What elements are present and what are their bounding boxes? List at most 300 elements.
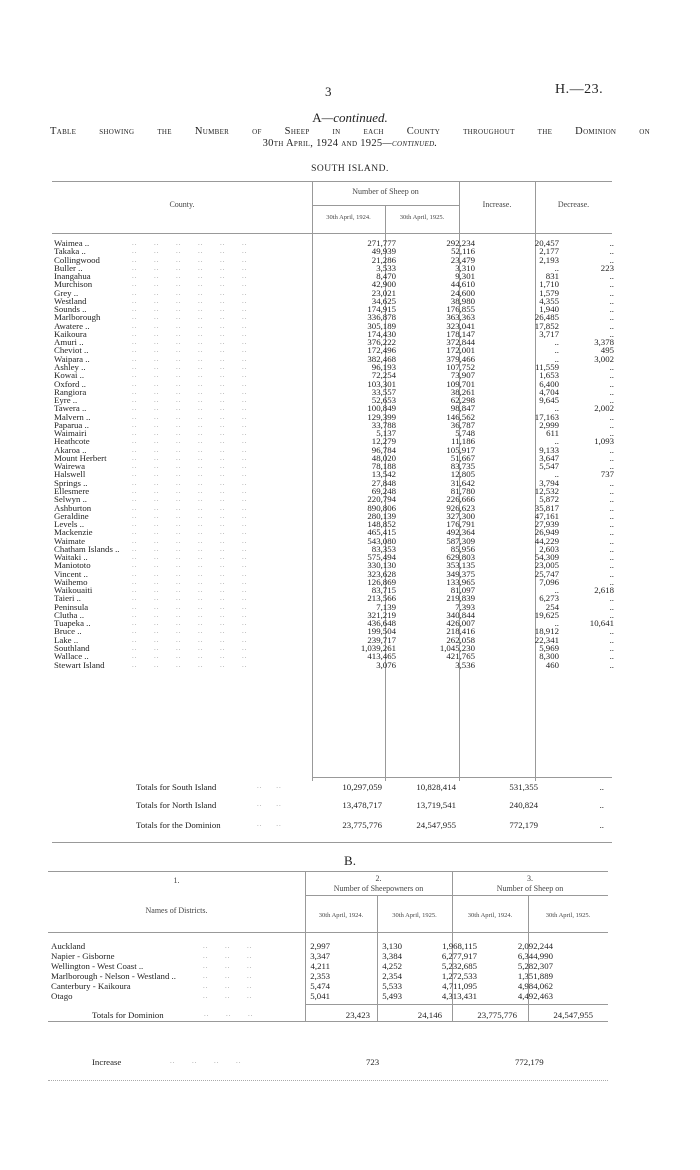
leader-dots: .. .. .. .. .. ..: [132, 553, 248, 562]
sheep-1924: 4,711,095: [442, 981, 477, 991]
table-row: [54, 537, 614, 545]
table-row: [54, 322, 614, 330]
county-name: Waimea ..: [54, 238, 90, 248]
decrease-value: 3,378: [594, 337, 614, 348]
sheep-1924: 49,939: [371, 246, 396, 257]
decrease-value: ..: [609, 378, 614, 389]
county-name: Geraldine: [54, 510, 89, 521]
county-name: Wallace ..: [54, 651, 89, 662]
increase-value: 47,161: [534, 510, 559, 521]
sheep-1924: 52,653: [371, 395, 396, 406]
table-row: [54, 256, 614, 264]
sheep-1925: 926,623: [446, 502, 475, 513]
decrease-value: ..: [609, 643, 614, 654]
decrease-value: ..: [609, 560, 614, 571]
sheep-1924: 48,020: [371, 452, 396, 463]
section-b-heading: B.: [344, 853, 356, 868]
owners-1925: 5,533: [382, 981, 402, 991]
increase-value: ..: [554, 337, 559, 348]
sheep-1924: 323,628: [367, 568, 396, 579]
sheep-1924: 239,717: [367, 634, 396, 645]
increase-value: ..: [554, 585, 559, 596]
table-b-increase-rule: [48, 1080, 608, 1081]
county-name: Southland: [54, 643, 90, 654]
decrease-value: ..: [609, 626, 614, 637]
sheep-1924: 271,777: [367, 238, 396, 248]
county-name: Awatere ..: [54, 320, 90, 331]
table-row: [54, 553, 614, 561]
table-row: [54, 330, 614, 338]
decrease-value: ..: [609, 428, 614, 439]
leader-dots: .. .. ..: [203, 972, 253, 980]
decrease-value: ..: [609, 593, 614, 604]
county-name: Kowai ..: [54, 370, 85, 381]
leader-dots: .. .. ..: [203, 992, 253, 1000]
totals-label: Totals for North Island: [136, 800, 217, 810]
totals-decrease: ..: [599, 820, 604, 830]
increase-value: 27,939: [534, 519, 559, 530]
leader-dots: .. .. .. .. .. ..: [132, 404, 248, 413]
sheep-1925: 11,186: [451, 436, 475, 447]
table-b-col2-label: Number of Sheepowners on: [333, 884, 424, 893]
decrease-value: ..: [609, 452, 614, 463]
leader-dots: .. .. .. .. .. ..: [132, 561, 248, 570]
table-b-col3-label: Number of Sheep on: [496, 884, 564, 893]
leader-dots: .. .. .. .. .. ..: [132, 635, 248, 644]
sheep-1925: 1,351,889: [517, 971, 553, 981]
table-row: [51, 961, 611, 971]
district-name: Marlborough - Nelson - Westland ..: [51, 971, 176, 981]
decrease-value: ..: [609, 419, 614, 430]
county-name: Waitaki ..: [54, 552, 88, 563]
table-b-total-label: Totals for Dominion: [92, 1010, 164, 1020]
sheep-1925: 109,701: [446, 378, 475, 389]
totals-decrease: ..: [599, 800, 604, 810]
county-name: Waihemo: [54, 576, 88, 587]
sheep-1924: 1,272,533: [441, 971, 477, 981]
totals-decrease: ..: [599, 782, 604, 792]
increase-value: 3,794: [539, 477, 559, 488]
increase-value: ..: [554, 436, 559, 447]
totals-increase: 772,179: [509, 820, 538, 830]
sheep-1925: 5,282,307: [517, 961, 553, 971]
totals-1925: 13,719,541: [416, 800, 456, 810]
table-b-header-rule: [48, 932, 608, 933]
decrease-value: ..: [609, 328, 614, 339]
sheep-1925: 24,600: [450, 287, 475, 298]
leader-dots: .. .. .. .. .. ..: [132, 255, 248, 264]
county-name: Collingwood: [54, 254, 100, 265]
county-name: Wairewa: [54, 461, 86, 472]
county-name: Halswell: [54, 469, 86, 480]
leader-dots: .. .. .. .. .. ..: [132, 470, 248, 479]
sheep-1924: 12,279: [371, 436, 396, 447]
increase-value: 8,300: [539, 651, 559, 662]
sheep-1925: 98,847: [450, 403, 475, 414]
sheep-1925: 23,479: [450, 254, 475, 265]
leader-dots: .. .. .. .. .. ..: [132, 288, 248, 297]
sheep-1924: 413,465: [367, 651, 396, 662]
sheep-1925: 372,844: [446, 337, 475, 348]
sheep-1924: 103,301: [367, 378, 396, 389]
sheep-1924: 148,852: [367, 519, 396, 530]
table-row: [54, 636, 614, 644]
table-b-total-sheep-1925: 24,547,955: [553, 1010, 593, 1020]
table-row: [54, 272, 614, 280]
increase-value: 19,625: [534, 609, 559, 620]
increase-value: 6,400: [539, 378, 559, 389]
increase-value: 254: [545, 601, 559, 612]
increase-value: ..: [554, 345, 559, 356]
leader-dots: .. .. .. .. .. ..: [132, 503, 248, 512]
increase-dots: .. .. .. ..: [170, 1057, 242, 1065]
leader-dots: .. .. ..: [203, 942, 253, 950]
sheep-1924: 3,076: [376, 659, 396, 670]
county-name: Peninsula: [54, 601, 89, 612]
leader-dots: .. .. .. .. .. ..: [132, 511, 248, 520]
sheep-1925: 176,855: [446, 304, 475, 315]
county-name: Buller ..: [54, 262, 83, 273]
sheep-1924: 199,504: [367, 626, 396, 637]
table-b-col1-number: 1.: [173, 876, 180, 885]
totals-1924: 23,775,776: [342, 820, 382, 830]
decrease-value: 223: [600, 262, 614, 273]
leader-dots: .. .. .. .. .. ..: [132, 412, 248, 421]
leader-dots: .. .. .. .. .. ..: [132, 462, 248, 471]
county-name: Paparua ..: [54, 419, 89, 430]
totals-1924: 13,478,717: [342, 800, 382, 810]
increase-value: 4,355: [539, 295, 559, 306]
decrease-value: ..: [609, 386, 614, 397]
decrease-value: ..: [609, 312, 614, 323]
decrease-value: ..: [609, 279, 614, 290]
owners-1924: 2,353: [310, 971, 330, 981]
sheep-1925: 426,007: [446, 618, 475, 629]
sheep-1925: 327,300: [446, 510, 475, 521]
owners-1924: 4,211: [310, 961, 330, 971]
table-b-total-sheep-1924: 23,775,776: [477, 1010, 517, 1020]
table-row: [54, 239, 614, 247]
table-row: [54, 247, 614, 255]
increase-value: 26,949: [534, 527, 559, 538]
increase-value: 3,717: [539, 328, 559, 339]
increase-value: 9,645: [539, 395, 559, 406]
sheep-1925: 292,234: [446, 238, 475, 248]
sheep-1925: 5,748: [455, 428, 475, 439]
county-name: Waimate: [54, 535, 86, 546]
decrease-value: ..: [609, 576, 614, 587]
table-b-total-owners-1924: 23,423: [345, 1010, 370, 1020]
table-row: [54, 520, 614, 528]
table-subtitle: SOUTH ISLAND.: [311, 164, 389, 174]
county-name: Kaikoura: [54, 328, 87, 339]
decrease-value: ..: [609, 304, 614, 315]
sheep-1924: 1,039,261: [360, 643, 396, 654]
decrease-value: 1,093: [594, 436, 614, 447]
table-row: [54, 644, 614, 652]
leader-dots: .. .. ..: [203, 952, 253, 960]
leader-dots: .. .. .. .. .. ..: [132, 338, 248, 347]
leader-dots: .. ..: [257, 800, 282, 808]
decrease-value: ..: [609, 271, 614, 282]
table-row: [54, 611, 614, 619]
sheep-1924: 280,139: [367, 510, 396, 521]
increase-value: 26,485: [534, 312, 559, 323]
decrease-value: ..: [609, 659, 614, 670]
table-b-total-dots: .. .. ..: [204, 1010, 254, 1018]
table-row: [54, 280, 614, 288]
sheep-1925: 323,041: [446, 320, 475, 331]
leader-dots: .. .. .. .. .. ..: [132, 420, 248, 429]
increase-value: 9,133: [539, 444, 559, 455]
sheep-1924: 321,219: [367, 609, 396, 620]
decrease-value: 10,641: [589, 618, 614, 629]
decrease-value: ..: [609, 295, 614, 306]
section-a-heading: [0, 110, 700, 126]
leader-dots: .. .. .. .. .. ..: [132, 437, 248, 446]
county-name: Waikouaiti: [54, 585, 93, 596]
leader-dots: .. .. .. .. .. ..: [132, 586, 248, 595]
county-name: Rangiora: [54, 386, 87, 397]
table-b-col1-label: Names of Districts.: [145, 906, 208, 915]
increase-value: 1,940: [539, 304, 559, 315]
county-name: Ashley ..: [54, 361, 86, 372]
county-name: Springs ..: [54, 477, 88, 488]
county-name: Oxford ..: [54, 378, 87, 389]
sheep-1925: 105,917: [446, 444, 475, 455]
table-row: [54, 429, 614, 437]
leader-dots: .. .. ..: [203, 962, 253, 970]
leader-dots: .. .. .. .. .. ..: [132, 569, 248, 578]
sheep-1924: 33,557: [371, 386, 396, 397]
sheep-1924: 174,915: [367, 304, 396, 315]
increase-value: 3,647: [539, 452, 559, 463]
county-name: Waipara ..: [54, 353, 90, 364]
sheep-1925: 9,301: [455, 271, 475, 282]
sheep-1925: 62,298: [450, 395, 475, 406]
increase-value: ..: [554, 353, 559, 364]
decrease-value: ..: [609, 494, 614, 505]
leader-dots: .. .. .. .. .. ..: [132, 627, 248, 636]
leader-dots: .. .. .. .. .. ..: [132, 486, 248, 495]
county-name: Ashburton: [54, 502, 92, 513]
county-name: Levels ..: [54, 519, 85, 530]
leader-dots: .. .. .. .. .. ..: [132, 272, 248, 281]
county-name: Mount Herbert: [54, 452, 107, 463]
decrease-value: ..: [609, 411, 614, 422]
decrease-value: ..: [609, 634, 614, 645]
decrease-value: ..: [609, 651, 614, 662]
increase-value: 4,704: [539, 386, 559, 397]
table-row: [54, 396, 614, 404]
sheep-1925: 587,309: [446, 535, 475, 546]
table-row: [54, 264, 614, 272]
owners-1925: 3,384: [382, 951, 402, 961]
increase-value: 5,872: [539, 494, 559, 505]
increase-value: 44,229: [534, 535, 559, 546]
leader-dots: .. .. .. .. .. ..: [132, 305, 248, 314]
increase-value: 23,005: [534, 560, 559, 571]
leader-dots: .. .. .. .. .. ..: [132, 594, 248, 603]
sheep-1925: 6,344,990: [517, 951, 553, 961]
sheep-1924: 69,248: [371, 485, 396, 496]
leader-dots: .. .. .. .. .. ..: [132, 520, 248, 529]
sheep-1924: 213,566: [367, 593, 396, 604]
sheep-1924: 129,399: [367, 411, 396, 422]
col-1925-header: 30th April, 1925.: [399, 214, 445, 221]
sheep-1924: 100,849: [367, 403, 396, 414]
leader-dots: .. .. .. .. .. ..: [132, 329, 248, 338]
sheep-1925: 52,116: [451, 246, 475, 257]
document-reference: H.—23.: [555, 82, 604, 97]
table-a-header-rule: [52, 233, 612, 234]
sheep-1924: 126,869: [367, 576, 396, 587]
totals-label: Totals for South Island: [136, 782, 217, 792]
decrease-value: 2,618: [594, 585, 614, 596]
leader-dots: .. ..: [257, 782, 282, 790]
table-row: [54, 437, 614, 445]
sheep-1924: 174,430: [367, 328, 396, 339]
table-b-sheep-1924-header: 30th April, 1924.: [467, 912, 513, 919]
county-name: Clutha ..: [54, 609, 85, 620]
table-row: [54, 545, 614, 553]
increase-value: 35,817: [534, 502, 559, 513]
sheep-1925: 629,803: [446, 552, 475, 563]
totals-1925: 24,547,955: [416, 820, 456, 830]
sheep-1925: 83,735: [450, 461, 475, 472]
table-row: [54, 561, 614, 569]
table-row: [54, 570, 614, 578]
district-name: Auckland: [51, 941, 86, 951]
totals-label: Totals for the Dominion: [136, 820, 221, 830]
totals-1925: 10,828,414: [416, 782, 456, 792]
sheep-1924: 7,139: [376, 601, 396, 612]
sheep-1925: 218,416: [446, 626, 475, 637]
county-name: Tuapeka ..: [54, 618, 91, 629]
leader-dots: .. .. .. .. .. ..: [132, 445, 248, 454]
sheep-1925: 178,147: [446, 328, 475, 339]
table-row: [54, 578, 614, 586]
decrease-value: ..: [609, 395, 614, 406]
table-row: [54, 479, 614, 487]
county-name: Amuri ..: [54, 337, 84, 348]
leader-dots: .. .. .. .. .. ..: [132, 544, 248, 553]
sheep-1924: 27,848: [371, 477, 396, 488]
county-name: Heathcote: [54, 436, 90, 447]
increase-value: 11,559: [535, 361, 559, 372]
table-b-total-owners-1925: 24,146: [417, 1010, 442, 1020]
decrease-value: ..: [609, 502, 614, 513]
totals-increase: 531,355: [509, 782, 538, 792]
table-title-line2: 30th April, 1924 and 1925: [262, 138, 383, 149]
increase-value: 7,096: [539, 576, 559, 587]
table-title-continued: —continued.: [382, 138, 438, 149]
county-name: Tawera ..: [54, 403, 87, 414]
table-row: [54, 627, 614, 635]
owners-1924: 3,347: [310, 951, 330, 961]
leader-dots: .. .. .. .. .. ..: [132, 346, 248, 355]
county-name: Westland: [54, 295, 87, 306]
totals-1924: 10,297,059: [342, 782, 382, 792]
decrease-value: ..: [609, 361, 614, 372]
county-name: Grey ..: [54, 287, 79, 298]
sheep-1924: 3,533: [376, 262, 396, 273]
sheep-1925: 262,058: [446, 634, 475, 645]
totals-increase: 240,824: [509, 800, 538, 810]
sheep-1924: 83,353: [371, 543, 396, 554]
increase-value: 2,603: [539, 543, 559, 554]
col-1924-header: 30th April, 1924.: [326, 214, 371, 221]
county-name: Takaka ..: [54, 246, 86, 257]
col-decrease-header: Decrease.: [557, 200, 590, 209]
sheep-1925: 172,001: [446, 345, 475, 356]
sheep-1925: 226,666: [446, 494, 475, 505]
sheep-1924: 8,470: [376, 271, 396, 282]
table-b-owners-1924-header: 30th April, 1924.: [318, 912, 364, 919]
table-row: [54, 404, 614, 412]
sheep-1925: 107,752: [446, 361, 475, 372]
leader-dots: .. .. .. .. .. ..: [132, 280, 248, 289]
table-row: [54, 495, 614, 503]
table-row: [51, 951, 611, 961]
leader-dots: .. .. .. .. .. ..: [132, 577, 248, 586]
table-row: [54, 363, 614, 371]
table-b-group-rule: [305, 895, 608, 896]
sheep-1924: 34,625: [371, 295, 396, 306]
table-b-owners-1925-header: 30th April, 1925.: [392, 912, 437, 919]
decrease-value: ..: [609, 461, 614, 472]
owners-1925: 2,354: [382, 971, 402, 981]
sheep-1925: 81,097: [450, 585, 475, 596]
county-name: Stewart Island: [54, 659, 105, 670]
sheep-1925: 146,562: [446, 411, 475, 422]
sheep-1925: 44,610: [450, 279, 475, 290]
increase-value: 5,969: [539, 643, 559, 654]
decrease-value: ..: [609, 535, 614, 546]
leader-dots: .. .. .. .. .. ..: [132, 660, 248, 669]
increase-value: ..: [554, 469, 559, 480]
sheep-1924: 21,286: [371, 254, 396, 265]
county-name: Vincent ..: [54, 568, 88, 579]
sheep-1925: 363,363: [446, 312, 475, 323]
decrease-value: ..: [609, 601, 614, 612]
sheep-1925: 379,466: [446, 353, 475, 364]
sheep-1924: 436,648: [367, 618, 396, 629]
sheep-1925: 176,791: [446, 519, 475, 530]
sheep-1924: 13,542: [371, 469, 396, 480]
leader-dots: .. .. .. .. .. ..: [132, 396, 248, 405]
sheep-1925: 340,844: [446, 609, 475, 620]
decrease-value: ..: [609, 609, 614, 620]
sheep-1925: 421,765: [446, 651, 475, 662]
col-county-header: County.: [169, 200, 195, 209]
sheep-1925: 1,045,230: [439, 643, 475, 654]
col-increase-header: Increase.: [482, 200, 512, 209]
sheep-1924: 330,130: [367, 560, 396, 571]
section-a-letter: A: [312, 110, 322, 125]
sheep-1925: 219,839: [446, 593, 475, 604]
increase-value: 6,273: [539, 593, 559, 604]
district-name: Otago: [51, 991, 73, 1001]
decrease-value: ..: [609, 370, 614, 381]
sheep-1925: 12,805: [450, 469, 475, 480]
leader-dots: .. .. .. .. .. ..: [132, 478, 248, 487]
table-row: [54, 504, 614, 512]
owners-1924: 5,041: [310, 991, 330, 1001]
increase-value: 611: [546, 428, 559, 439]
increase-value: 17,852: [534, 320, 559, 331]
col-number-group-header: Number of Sheep on: [352, 187, 419, 196]
